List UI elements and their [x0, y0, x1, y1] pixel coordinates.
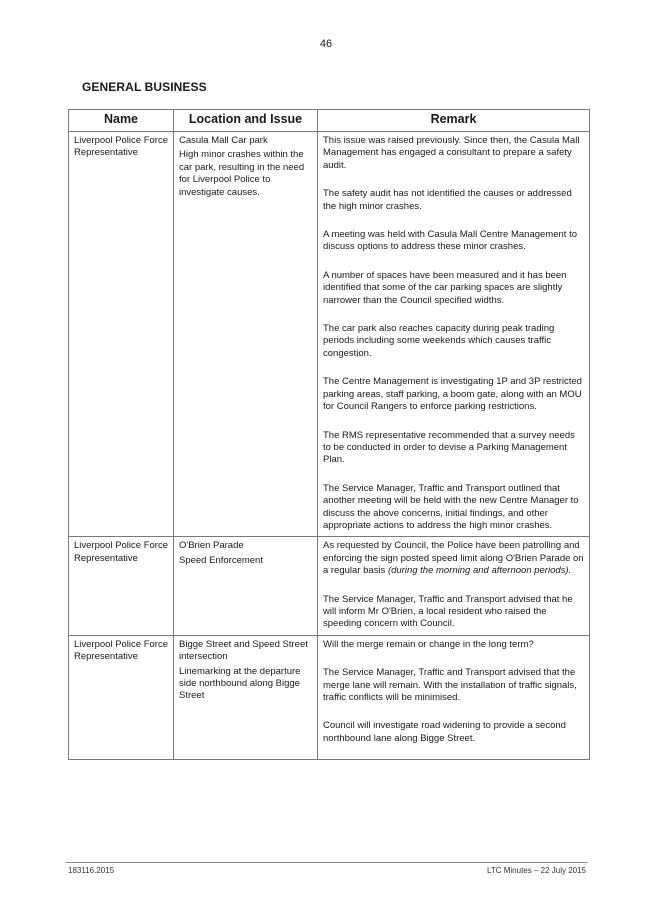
table-row: [69, 635, 590, 759]
table-header-row: [69, 110, 590, 132]
location-detail: Speed Enforcement: [179, 554, 263, 566]
name-cell: [69, 537, 174, 635]
table-row: [69, 132, 590, 537]
remark-paragraph: Council will investigate road widening to provide a second northbound lane along Bigge Street.: [323, 720, 566, 744]
location-title: O'Brien Parade: [179, 540, 244, 552]
location-cell: [174, 132, 318, 537]
remark-paragraph: The RMS representative recommended that a survey needs to be conducted in order to devise a Parking Management Plan.: [323, 429, 575, 466]
remark-text: As requested by Council, the Police have been patrolling and enforcing the sign posted speed limit along O'Brien Parade on a regular basis: [323, 540, 584, 577]
general-business-table: [68, 109, 590, 760]
name-cell: [69, 132, 174, 537]
header-name: Name: [69, 110, 174, 132]
remark-paragraph: Will the merge remain or change in the long term?: [323, 638, 534, 650]
name-text: Liverpool Police Force Representative: [74, 135, 168, 159]
remark-cell: [318, 635, 590, 759]
header-location: Location and Issue: [174, 110, 318, 132]
location-title: Casula Mall Car park: [179, 135, 268, 146]
header-remark: Remark: [318, 110, 590, 132]
remark-paragraph: The safety audit has not identified the causes or addressed the high minor crashes.: [323, 188, 572, 212]
remark-paragraph: The Service Manager, Traffic and Transport advised that he will inform Mr O'Brien, a local resident who raised the speeding concern with Council.: [323, 593, 573, 630]
section-title: GENERAL BUSINESS: [82, 80, 207, 94]
location-cell: [174, 537, 318, 635]
name-text: Liverpool Police Force Representative: [74, 638, 168, 663]
remark-cell: [318, 537, 590, 635]
table-row: [69, 537, 590, 635]
remark-paragraph: This issue was raised previously. Since then, the Casula Mall Management has engaged a consultant to prepare a safety audit.: [323, 135, 580, 171]
footer-divider: [66, 862, 588, 863]
remark-paragraph: The Service Manager, Traffic and Transport advised that the merge lane will remain. With the installation of traffic signals, traffic conflicts will be minimised.: [323, 667, 577, 703]
footer-document-title: LTC Minutes – 22 July 2015: [486, 866, 586, 875]
name-cell: [69, 635, 174, 759]
remark-italic-text: (during the morning and afternoon periods).: [387, 565, 572, 577]
remark-paragraph: A meeting was held with Casula Mall Centre Management to discuss options to address these minor crashes.: [323, 229, 577, 253]
remark-cell: [318, 132, 590, 537]
remark-paragraph: A number of spaces have been measured and it has been identified that some of the car parking spaces are slightly narrower than the Council specified widths.: [323, 269, 567, 306]
remark-paragraph: The Service Manager, Traffic and Transport outlined that another meeting will be held with the new Centre Manager to discuss the above concerns, initial findings, and other appropriate actions to address the high minor crashes.: [323, 482, 579, 531]
location-detail: Linemarking at the departure side northbound along Bigge Street: [179, 665, 301, 702]
location-detail: High minor crashes within the car park, resulting in the need for Liverpool Police to investigate causes.: [179, 149, 305, 198]
remark-paragraph: The Centre Management is investigating 1P and 3P restricted parking areas, staff parking, a boom gate, along with an MOU for Council Rangers to enforce parking restrictions.: [323, 376, 582, 413]
location-title: Bigge Street and Speed Street intersection: [179, 638, 308, 663]
name-text: Liverpool Police Force Representative: [74, 540, 168, 564]
page-number: 46: [319, 38, 333, 50]
footer-document-number: 183116.2015: [68, 866, 115, 875]
remark-paragraph: [323, 540, 585, 577]
location-cell: [174, 635, 318, 759]
remark-paragraph: The car park also reaches capacity during peak trading periods including some weekends which causes traffic congestion.: [323, 323, 555, 359]
